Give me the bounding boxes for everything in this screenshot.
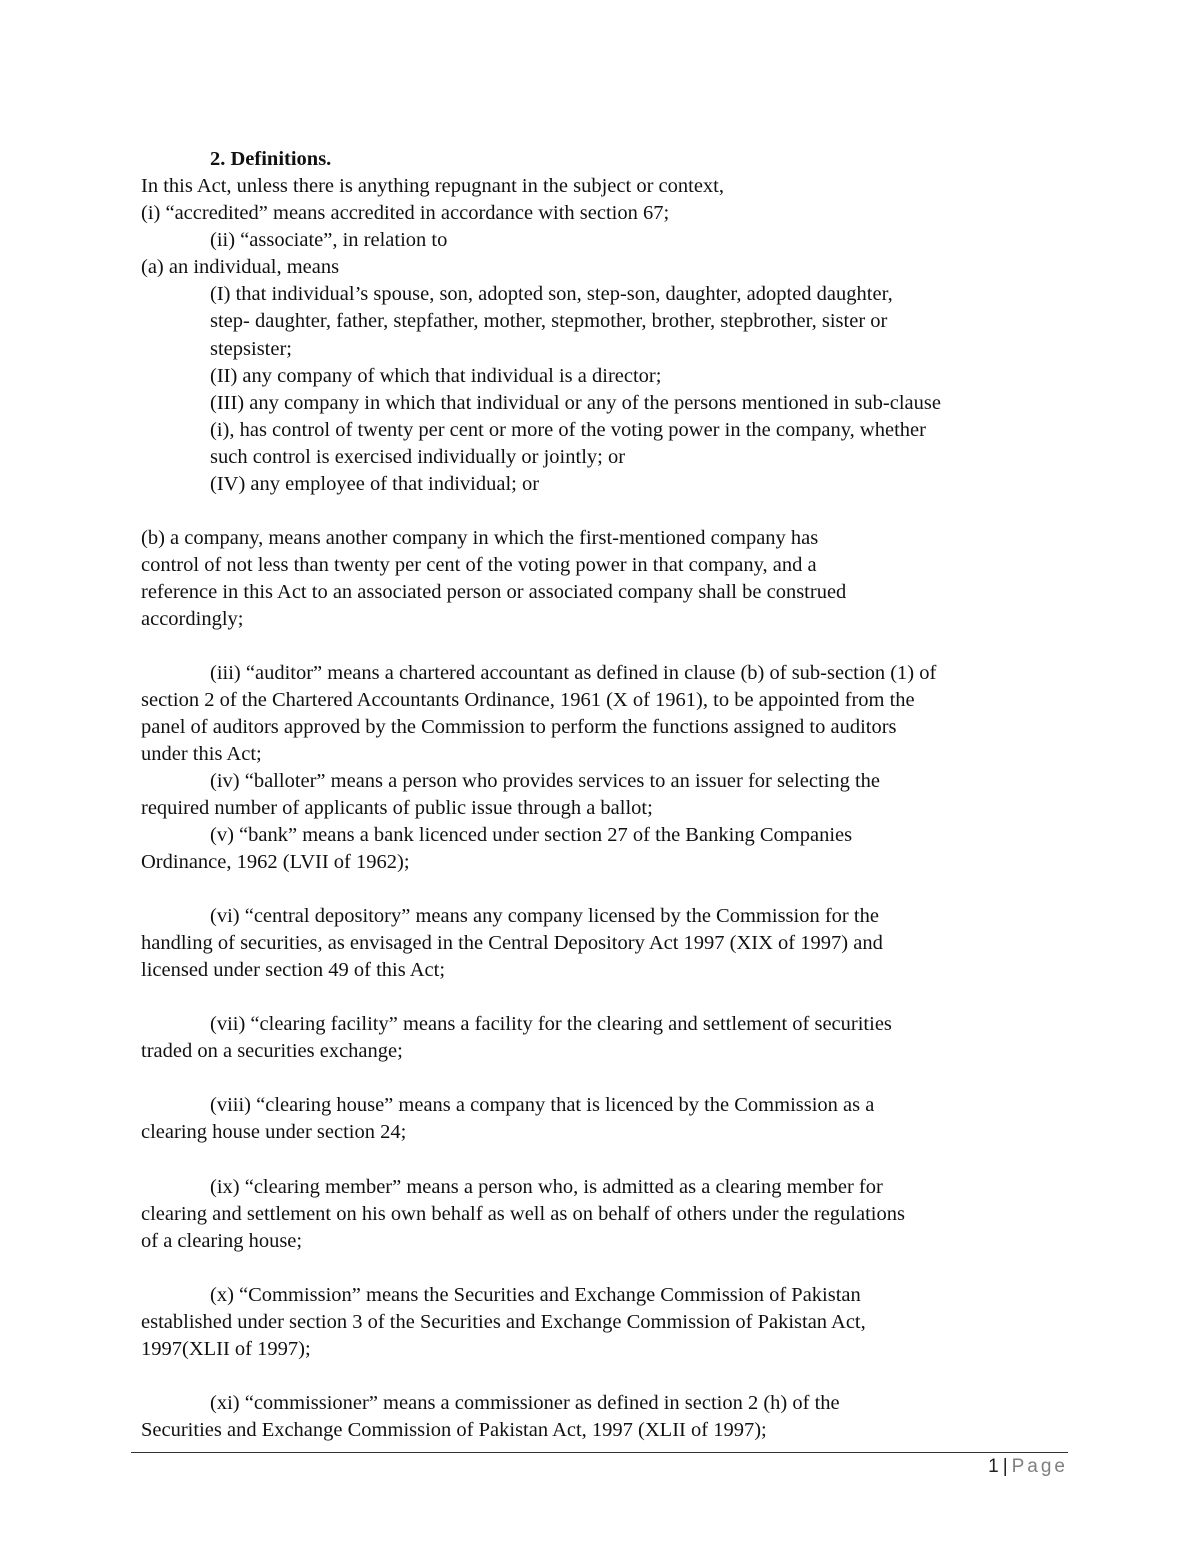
footer-divider [131,1452,1068,1453]
text-line: handling of securities, as envisaged in the Central Depository Act 1997 (XIX of 1997) and [141,932,883,954]
text-line: control of not less than twenty per cent of the voting power in that company, and a [141,554,817,576]
text-line: accordingly; [141,608,244,630]
text-line: (III) any company in which that individual or any of the persons mentioned in sub-clause [210,392,941,414]
text-line: traded on a securities exchange; [141,1040,403,1062]
page-footer [988,1456,1068,1478]
page-number: 1 [988,1456,999,1477]
section-heading: 2. Definitions. [210,148,332,170]
text-line: (iv) “balloter” means a person who provides services to an issuer for selecting the [210,770,881,792]
text-line: In this Act, unless there is anything repugnant in the subject or context, [141,175,724,197]
text-line: Ordinance, 1962 (LVII of 1962); [141,851,410,873]
text-line: 1997(XLII of 1997); [141,1338,311,1360]
text-line: (I) that individual’s spouse, son, adopted son, step-son, daughter, adopted daughter, [210,283,893,305]
text-line: panel of auditors approved by the Commission to perform the functions assigned to auditors [141,716,897,738]
text-line: (i) “accredited” means accredited in accordance with section 67; [141,202,670,224]
text-line: (i), has control of twenty per cent or more of the voting power in the company, whether [210,419,926,441]
text-line: stepsister; [210,338,292,360]
text-line: Securities and Exchange Commission of Pakistan Act, 1997 (XLII of 1997); [141,1419,767,1441]
text-line: (xi) “commissioner” means a commissioner as defined in section 2 (h) of the [210,1392,840,1414]
text-line: (II) any company of which that individual is a director; [210,365,662,387]
text-line: (ii) “associate”, in relation to [210,229,448,251]
text-line: (vii) “clearing facility” means a facility for the clearing and settlement of securities [210,1013,892,1035]
text-line: (a) an individual, means [141,256,340,278]
text-line: (b) a company, means another company in which the first-mentioned company has [141,527,819,549]
text-line: (vi) “central depository” means any company licensed by the Commission for the [210,905,879,927]
text-line: such control is exercised individually or jointly; or [210,446,626,468]
text-line: section 2 of the Chartered Accountants Ordinance, 1961 (X of 1961), to be appointed from the [141,689,915,711]
text-line: licensed under section 49 of this Act; [141,959,446,981]
text-line: (viii) “clearing house” means a company that is licenced by the Commission as a [210,1094,875,1116]
text-line: (IV) any employee of that individual; or [210,473,540,495]
footer-separator: | [1002,1456,1008,1477]
text-line: established under section 3 of the Securities and Exchange Commission of Pakistan Act, [141,1311,866,1333]
text-line: clearing and settlement on his own behalf as well as on behalf of others under the regulations [141,1203,905,1225]
text-line: required number of applicants of public issue through a ballot; [141,797,653,819]
text-line: reference in this Act to an associated person or associated company shall be construed [141,581,847,603]
text-line: (x) “Commission” means the Securities and Exchange Commission of Pakistan [210,1284,861,1306]
text-line: (v) “bank” means a bank licenced under section 27 of the Banking Companies [210,824,853,846]
text-line: clearing house under section 24; [141,1121,407,1143]
text-line: step- daughter, father, stepfather, mother, stepmother, brother, stepbrother, sister or [210,310,888,332]
text-line: (iii) “auditor” means a chartered accountant as defined in clause (b) of sub-section (1) of [210,662,937,684]
text-line: of a clearing house; [141,1230,303,1252]
page-label: Page [1011,1456,1068,1477]
text-line: under this Act; [141,743,262,765]
text-line: (ix) “clearing member” means a person who, is admitted as a clearing member for [210,1176,883,1198]
